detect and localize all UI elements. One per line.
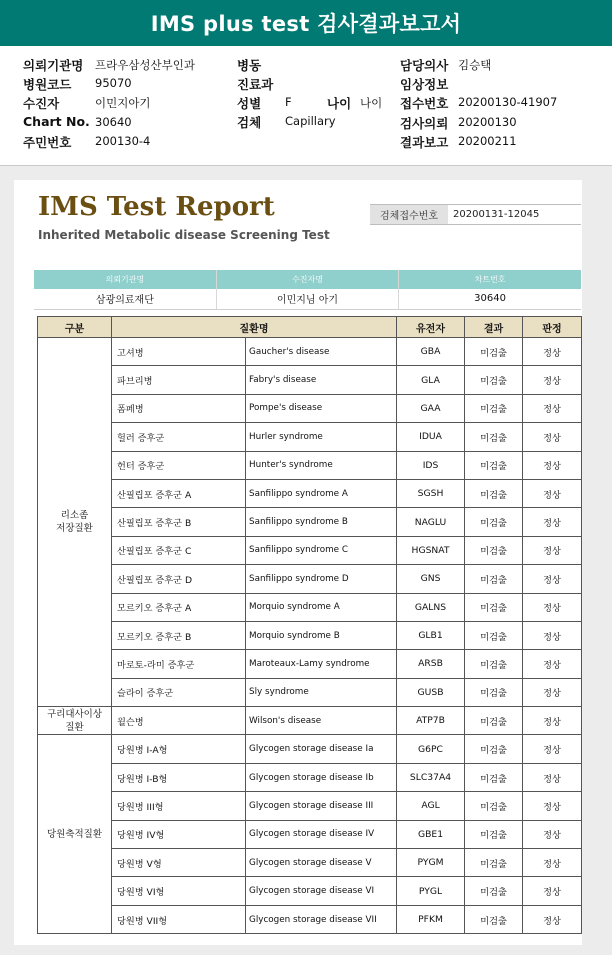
judgment-cell: 정상 <box>523 593 582 621</box>
table-row <box>38 565 582 593</box>
table-row <box>38 423 582 451</box>
table-row <box>38 678 582 706</box>
disease-english-cell: Sanfilippo syndrome D <box>246 565 397 593</box>
chart-no-label: Chart No. <box>23 114 90 129</box>
judgment-cell: 정상 <box>523 905 582 933</box>
disease-korean-cell: 고셔병 <box>112 338 246 366</box>
gene-cell: NAGLU <box>397 508 465 536</box>
doctor-value: 김승택 <box>458 58 492 72</box>
disease-korean-cell: 윌슨병 <box>112 707 246 735</box>
result-cell: 미검출 <box>465 763 523 791</box>
disease-korean-cell: 당원병 III형 <box>112 792 246 820</box>
sex-value: F <box>285 95 292 109</box>
disease-english-cell: Glycogen storage disease VII <box>246 905 397 933</box>
result-cell: 미검출 <box>465 735 523 763</box>
result-cell: 미검출 <box>465 792 523 820</box>
summary-table <box>34 270 581 310</box>
result-cell: 미검출 <box>465 678 523 706</box>
table-row <box>38 508 582 536</box>
judgment-cell: 정상 <box>523 792 582 820</box>
results-table <box>37 316 582 934</box>
table-row <box>38 479 582 507</box>
category-cell: 당원축적질환 <box>38 735 112 934</box>
disease-korean-cell: 헐러 증후군 <box>112 423 246 451</box>
gene-cell: GUSB <box>397 678 465 706</box>
table-row <box>38 877 582 905</box>
patient-value: 이민지아기 <box>95 96 151 110</box>
disease-korean-cell: 당원병 VI형 <box>112 877 246 905</box>
resident-no-value: 200130-4 <box>95 134 151 148</box>
disease-english-cell: Pompe's disease <box>246 394 397 422</box>
category-cell: 리소좀 저장질환 <box>38 338 112 707</box>
hospital-code-label: 병원코드 <box>23 77 72 92</box>
table-row <box>38 763 582 791</box>
test-request-label: 검사의뢰 <box>400 116 449 131</box>
gene-cell: GNS <box>397 565 465 593</box>
header-category: 구분 <box>38 317 112 338</box>
requesting-org-value: 프라우삼성산부인과 <box>95 58 195 72</box>
disease-english-cell: Sly syndrome <box>246 678 397 706</box>
results-body <box>38 338 582 934</box>
accession-value: 20200131-12045 <box>453 209 540 220</box>
disease-english-cell: Glycogen storage disease VI <box>246 877 397 905</box>
disease-english-cell: Fabry's disease <box>246 366 397 394</box>
judgment-cell: 정상 <box>523 621 582 649</box>
disease-korean-cell: 당원병 V형 <box>112 849 246 877</box>
judgment-cell: 정상 <box>523 451 582 479</box>
doctor-label: 담당의사 <box>400 58 449 73</box>
disease-korean-cell: 산필립포 증후군 C <box>112 536 246 564</box>
disease-english-cell: Glycogen storage disease Ia <box>246 735 397 763</box>
specimen-value: Capillary <box>285 114 336 128</box>
gene-cell: SGSH <box>397 479 465 507</box>
disease-korean-cell: 당원병 I-B형 <box>112 763 246 791</box>
table-row <box>38 707 582 735</box>
judgment-cell: 정상 <box>523 423 582 451</box>
header-gene: 유전자 <box>397 317 465 338</box>
disease-korean-cell: 당원병 IV형 <box>112 820 246 848</box>
result-report-label: 결과보고 <box>400 135 449 150</box>
disease-korean-cell: 슬라이 증후군 <box>112 678 246 706</box>
summary-header-chart: 차트번호 <box>399 270 581 289</box>
disease-korean-cell: 모르키오 증후군 B <box>112 621 246 649</box>
result-cell: 미검출 <box>465 650 523 678</box>
table-row <box>38 451 582 479</box>
result-cell: 미검출 <box>465 849 523 877</box>
accession-label: 검체접수번호 <box>370 205 448 224</box>
table-row <box>38 820 582 848</box>
gene-cell: IDUA <box>397 423 465 451</box>
disease-korean-cell: 당원병 VII형 <box>112 905 246 933</box>
gene-cell: GBE1 <box>397 820 465 848</box>
age-value: 나이 <box>360 96 383 110</box>
requesting-org-label: 의뢰기관명 <box>23 58 84 73</box>
specimen-label: 검체 <box>237 115 262 130</box>
receipt-no-value: 20200130-41907 <box>458 95 558 109</box>
disease-english-cell: Glycogen storage disease V <box>246 849 397 877</box>
disease-korean-cell: 산필립포 증후군 B <box>112 508 246 536</box>
disease-korean-cell: 헌터 증후군 <box>112 451 246 479</box>
disease-korean-cell: 파브리병 <box>112 366 246 394</box>
table-row <box>38 366 582 394</box>
patient-label: 수진자 <box>23 96 60 111</box>
table-row <box>38 536 582 564</box>
disease-english-cell: Morquio syndrome B <box>246 621 397 649</box>
judgment-cell: 정상 <box>523 849 582 877</box>
disease-english-cell: Hunter's syndrome <box>246 451 397 479</box>
summary-header-org: 의뢰기관명 <box>34 270 216 289</box>
judgment-cell: 정상 <box>523 707 582 735</box>
disease-english-cell: Hurler syndrome <box>246 423 397 451</box>
table-row <box>38 394 582 422</box>
disease-english-cell: Gaucher's disease <box>246 338 397 366</box>
table-row <box>38 735 582 763</box>
summary-value-patient: 이민지님 아기 <box>216 289 398 309</box>
summary-value-chart: 30640 <box>399 289 581 309</box>
result-cell: 미검출 <box>465 565 523 593</box>
result-cell: 미검출 <box>465 508 523 536</box>
result-cell: 미검출 <box>465 707 523 735</box>
judgment-cell: 정상 <box>523 735 582 763</box>
judgment-cell: 정상 <box>523 650 582 678</box>
disease-korean-cell: 마로토-라미 증후군 <box>112 650 246 678</box>
judgment-cell: 정상 <box>523 338 582 366</box>
disease-korean-cell: 폼페병 <box>112 394 246 422</box>
accession-number-box <box>370 204 581 225</box>
result-cell: 미검출 <box>465 394 523 422</box>
table-row <box>38 593 582 621</box>
clinical-info-label: 임상정보 <box>400 77 449 92</box>
result-cell: 미검출 <box>465 593 523 621</box>
judgment-cell: 정상 <box>523 763 582 791</box>
disease-korean-cell: 당원병 I-A형 <box>112 735 246 763</box>
viewer-background-top <box>0 166 612 180</box>
summary-value-org: 삼광의료재단 <box>34 289 216 309</box>
judgment-cell: 정상 <box>523 394 582 422</box>
sex-label: 성별 <box>237 96 262 111</box>
viewer-background-right <box>582 180 612 945</box>
judgment-cell: 정상 <box>523 678 582 706</box>
resident-no-label: 주민번호 <box>23 135 72 150</box>
gene-cell: G6PC <box>397 735 465 763</box>
gene-cell: HGSNAT <box>397 536 465 564</box>
gene-cell: GALNS <box>397 593 465 621</box>
table-row <box>38 905 582 933</box>
result-report-value: 20200211 <box>458 134 517 148</box>
gene-cell: PYGL <box>397 877 465 905</box>
result-cell: 미검출 <box>465 479 523 507</box>
disease-korean-cell: 모르키오 증후군 A <box>112 593 246 621</box>
result-cell: 미검출 <box>465 366 523 394</box>
result-cell: 미검출 <box>465 877 523 905</box>
header-result: 결과 <box>465 317 523 338</box>
report-title: IMS Test Report <box>38 192 275 222</box>
gene-cell: GBA <box>397 338 465 366</box>
disease-korean-cell: 산필립포 증후군 A <box>112 479 246 507</box>
gene-cell: ATP7B <box>397 707 465 735</box>
table-row <box>38 650 582 678</box>
disease-english-cell: Glycogen storage disease Ib <box>246 763 397 791</box>
result-cell: 미검출 <box>465 621 523 649</box>
test-request-value: 20200130 <box>458 115 517 129</box>
judgment-cell: 정상 <box>523 820 582 848</box>
gene-cell: PYGM <box>397 849 465 877</box>
gene-cell: GLB1 <box>397 621 465 649</box>
summary-header-patient: 수진자명 <box>216 270 398 289</box>
result-cell: 미검출 <box>465 451 523 479</box>
chart-no-value: 30640 <box>95 115 132 129</box>
disease-english-cell: Morquio syndrome A <box>246 593 397 621</box>
disease-english-cell: Sanfilippo syndrome C <box>246 536 397 564</box>
judgment-cell: 정상 <box>523 366 582 394</box>
header-judgment: 판정 <box>523 317 582 338</box>
gene-cell: PFKM <box>397 905 465 933</box>
department-label: 진료과 <box>237 77 274 92</box>
patient-info-section <box>0 53 612 165</box>
age-label: 나이 <box>327 96 352 111</box>
report-banner-title: IMS plus test 검사결과보고서 <box>0 0 612 46</box>
table-row <box>38 338 582 366</box>
category-cell: 구리대사이상 질환 <box>38 707 112 735</box>
gene-cell: IDS <box>397 451 465 479</box>
result-cell: 미검출 <box>465 423 523 451</box>
judgment-cell: 정상 <box>523 479 582 507</box>
result-cell: 미검출 <box>465 820 523 848</box>
disease-english-cell: Sanfilippo syndrome B <box>246 508 397 536</box>
viewer-background-left <box>0 180 14 945</box>
table-row <box>38 621 582 649</box>
gene-cell: GLA <box>397 366 465 394</box>
ward-label: 병동 <box>237 58 262 73</box>
disease-english-cell: Wilson's disease <box>246 707 397 735</box>
header-disease: 질환명 <box>112 317 397 338</box>
judgment-cell: 정상 <box>523 508 582 536</box>
disease-english-cell: Glycogen storage disease III <box>246 792 397 820</box>
disease-english-cell: Sanfilippo syndrome A <box>246 479 397 507</box>
table-row <box>38 849 582 877</box>
disease-english-cell: Glycogen storage disease IV <box>246 820 397 848</box>
hospital-code-value: 95070 <box>95 76 132 90</box>
disease-korean-cell: 산필립포 증후군 D <box>112 565 246 593</box>
gene-cell: ARSB <box>397 650 465 678</box>
gene-cell: GAA <box>397 394 465 422</box>
gene-cell: SLC37A4 <box>397 763 465 791</box>
disease-english-cell: Maroteaux-Lamy syndrome <box>246 650 397 678</box>
judgment-cell: 정상 <box>523 536 582 564</box>
receipt-no-label: 접수번호 <box>400 96 449 111</box>
judgment-cell: 정상 <box>523 877 582 905</box>
result-cell: 미검출 <box>465 905 523 933</box>
viewer-background-bottom <box>0 945 612 955</box>
report-subtitle: Inherited Metabolic disease Screening Test <box>38 228 330 242</box>
judgment-cell: 정상 <box>523 565 582 593</box>
table-row <box>38 792 582 820</box>
gene-cell: AGL <box>397 792 465 820</box>
result-cell: 미검출 <box>465 338 523 366</box>
result-cell: 미검출 <box>465 536 523 564</box>
